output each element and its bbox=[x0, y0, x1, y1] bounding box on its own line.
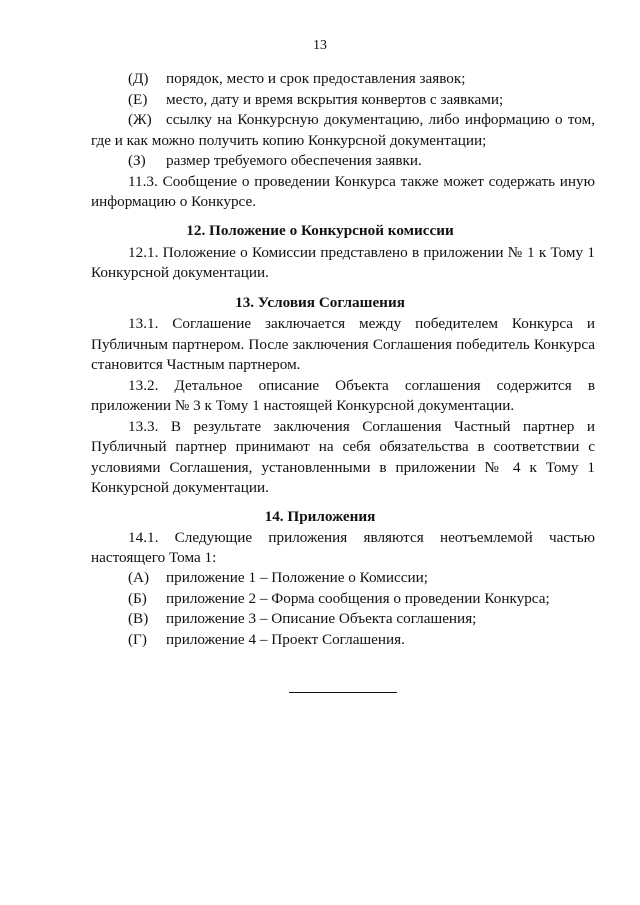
paragraph-13-3-line2: Публичный партнер принимают на себя обязательства в соответствии с bbox=[91, 438, 595, 455]
list-item-d: порядок, место и срок предоставления заявок; bbox=[166, 70, 466, 87]
paragraph-13-1-line2: Публичным партнером. После заключения Соглашения победитель Конкурса bbox=[91, 336, 595, 353]
appendix-label-b: (Б) bbox=[128, 590, 147, 607]
paragraph-13-3-line3: условиями Соглашения, установленными в приложении № 4 к Тому 1 bbox=[91, 459, 595, 476]
paragraph-12-1: 12.1. Положение о Комиссии представлено в приложении № 1 к Тому 1 bbox=[128, 244, 595, 261]
paragraph-14-1: 14.1. Следующие приложения являются неотъемлемой частью bbox=[128, 529, 595, 546]
list-item-zh-continuation: где и как можно получить копию Конкурсной документации; bbox=[91, 132, 487, 149]
list-item-zh: ссылку на Конкурсную документацию, либо информацию о том, bbox=[166, 111, 595, 128]
appendix-item-3: приложение 3 – Описание Объекта соглашения; bbox=[166, 610, 477, 627]
paragraph-11-3: 11.3. Сообщение о проведении Конкурса также может содержать иную bbox=[128, 173, 595, 190]
list-label-z: (З) bbox=[128, 152, 146, 169]
paragraph-13-2-line2: приложении № 3 к Тому 1 настоящей Конкурсной документации. bbox=[91, 397, 515, 414]
appendix-label-a: (А) bbox=[128, 569, 150, 586]
paragraph-12-1-cont: Конкурсной документации. bbox=[91, 264, 269, 281]
list-label-d: (Д) bbox=[128, 70, 149, 87]
appendix-label-v: (В) bbox=[128, 610, 149, 627]
appendix-label-g: (Г) bbox=[128, 631, 147, 648]
list-item-e: место, дату и время вскрытия конвертов с заявками; bbox=[166, 91, 504, 108]
paragraph-13-3-line4: Конкурсной документации. bbox=[91, 479, 269, 496]
appendix-item-2: приложение 2 – Форма сообщения о проведении Конкурса; bbox=[166, 590, 550, 607]
paragraph-14-1-line2: настоящего Тома 1: bbox=[91, 549, 217, 566]
end-rule bbox=[289, 692, 397, 693]
paragraph-11-3-cont: информацию о Конкурсе. bbox=[91, 193, 256, 210]
paragraph-13-3: 13.3. В результате заключения Соглашения Частный партнер и bbox=[128, 418, 595, 435]
appendix-item-4: приложение 4 – Проект Соглашения. bbox=[166, 631, 405, 648]
paragraph-13-1: 13.1. Соглашение заключается между победителем Конкурса и bbox=[128, 315, 595, 332]
list-item-z: размер требуемого обеспечения заявки. bbox=[166, 152, 422, 169]
list-label-e: (Е) bbox=[128, 91, 148, 108]
section-heading-14: 14. Приложения bbox=[264, 508, 376, 525]
list-label-zh: (Ж) bbox=[128, 111, 152, 128]
appendix-item-1: приложение 1 – Положение о Комиссии; bbox=[166, 569, 428, 586]
page-number: 13 bbox=[313, 38, 327, 53]
paragraph-13-1-line3: становится Частным партнером. bbox=[91, 356, 301, 373]
paragraph-13-2: 13.2. Детальное описание Объекта соглашения содержится в bbox=[128, 377, 595, 394]
section-heading-13: 13. Условия Соглашения bbox=[235, 294, 405, 311]
section-heading-12: 12. Положение о Конкурсной комиссии bbox=[186, 222, 454, 239]
